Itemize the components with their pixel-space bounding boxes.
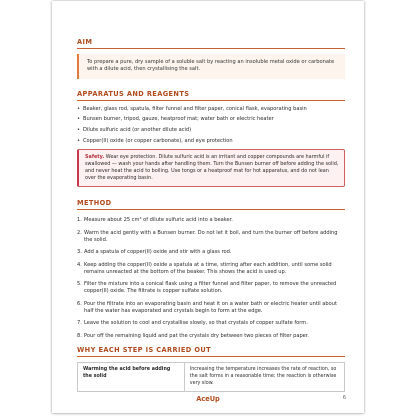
list-item: 1. Measure about 25 cm³ of dilute sulfuric acid into a beaker.	[77, 217, 233, 224]
why-step-cell: Warming the acid before adding the solid	[78, 362, 185, 391]
safety-label: Safety.	[85, 154, 105, 160]
method-heading: METHOD	[77, 199, 345, 210]
list-item: 2. Warm the acid gently with a Bunsen burner. Do not let it boil, and turn the burner off before adding the solid.	[77, 229, 338, 243]
list-item: 3. Add a spatula of copper(II) oxide and stir with a glass rod.	[77, 249, 232, 256]
aim-heading: AIM	[77, 38, 345, 49]
bullet-icon: •	[77, 137, 81, 144]
footer-logo: AceUp	[196, 395, 220, 403]
aim-box	[77, 54, 345, 79]
aim-text: To prepare a pure, dry sample of a soluble salt by reacting an insoluble metal oxide or carbonate with a dilute acid, then crystallising the salt.	[87, 59, 335, 73]
why-table	[77, 362, 345, 392]
list-item: 4. Keep adding the copper(II) oxide a spatula at a time, stirring after each addition, until some solid remains unreacted at the bottom of the beaker. This shows the acid is used up.	[77, 261, 332, 275]
method-steps	[77, 217, 345, 340]
list-item: 7. Leave the solution to cool and crystallise slowly, so that crystals of copper sulfate form.	[77, 320, 308, 327]
bullet-icon: •	[77, 116, 81, 123]
list-item: • Copper(II) oxide (or copper carbonate), and eye protection	[77, 137, 233, 144]
list-item: 8. Pour off the remaining liquid and pat the crystals dry between two pieces of filter paper.	[77, 332, 310, 339]
list-item: • Dilute sulfuric acid (or another dilute acid)	[77, 127, 192, 133]
safety-callout	[77, 149, 345, 187]
bullet-icon: •	[77, 105, 81, 112]
why-reason-cell: Increasing the temperature increases the rate of reaction, so the salt forms in a reasonable time; the reaction is otherwise very slow.	[184, 362, 344, 391]
list-item: • Bunsen burner, tripod, gauze, heatproof mat; water bath or electric heater	[77, 116, 274, 123]
why-heading: WHY EACH STEP IS CARRIED OUT	[77, 346, 345, 357]
apparatus-list	[77, 106, 345, 144]
page-number: 6	[342, 395, 346, 401]
list-item: 5. Filter the mixture into a conical flask using a filter funnel and filter paper, to remove the unreacted copper(II) oxide. The filtrate is copper sulfate solution.	[77, 281, 337, 295]
table-row	[78, 362, 345, 391]
list-item: • Beaker, glass rod, spatula, filter funnel and filter paper, conical flask, evaporating basin	[77, 105, 307, 112]
apparatus-heading: APPARATUS AND REAGENTS	[77, 90, 345, 101]
list-item: 6. Pour the filtrate into an evaporating basin and heat it on a water bath or electric heater until about half the water has evaporated and crystals begin to form at the edge.	[77, 300, 337, 315]
document-page	[52, 1, 364, 413]
bullet-icon: •	[77, 127, 81, 133]
safety-text: Wear eye protection. Dilute sulfuric acid is an irritant and copper compounds are harmful if swallowed — wash your hands after handling them. Turn the Bunsen burner off before adding the solid, and never heat the acid to boiling. Use tongs or a heatproof mat for hot apparatus, and do not lean over the evaporating basin.	[85, 154, 339, 182]
